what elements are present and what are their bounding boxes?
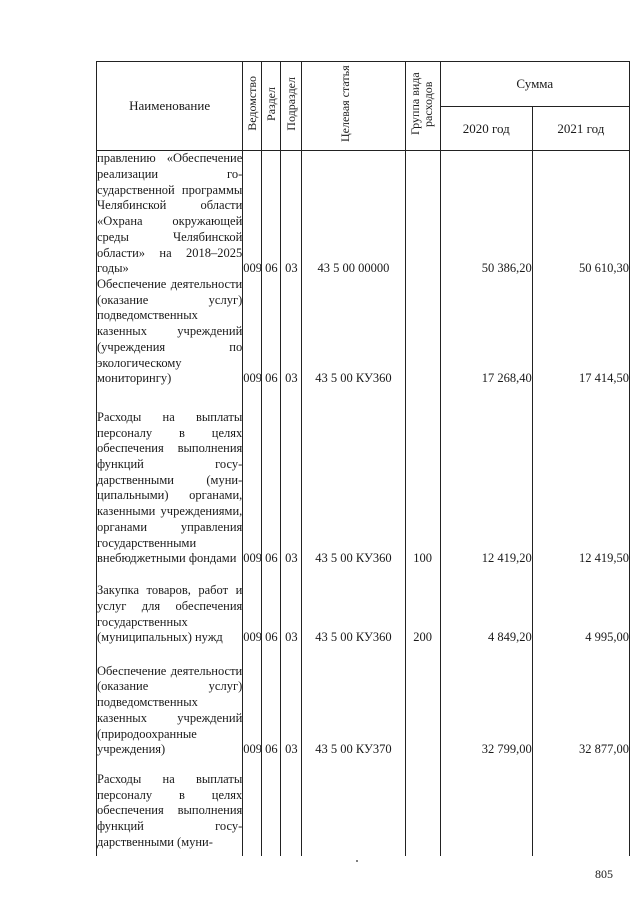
row-sum-2021: 50 610,30 (532, 151, 629, 278)
header-name: Наименование (97, 62, 243, 151)
row-subsection: 03 (281, 646, 302, 758)
row-subsection (281, 758, 302, 856)
row-sum-2020: 12 419,20 (440, 387, 532, 567)
page-number: 805 (595, 867, 613, 881)
table-row (97, 758, 630, 856)
table-row (97, 387, 630, 567)
row-sum-2020: 4 849,20 (440, 567, 532, 646)
row-sum-2020: 17 268,40 (440, 277, 532, 387)
header-expense-group: Группа вида расходов (405, 62, 440, 151)
row-target-article: 43 5 00 КУ360 (302, 277, 405, 387)
header-sum: Сумма (440, 62, 629, 107)
row-sum-2021: 12 419,50 (532, 387, 629, 567)
row-name: правлению «Обеспечение реализации государственной программы Челябинской области «Охрана окружающей среды Челябинской области» на 2018–2025 годы» (97, 151, 243, 276)
row-section: 06 (262, 277, 281, 387)
row-subsection: 03 (281, 151, 302, 278)
row-sum-2021: 4 995,00 (532, 567, 629, 646)
header-year-2021: 2021 год (532, 107, 629, 151)
row-sum-2021: 17 414,50 (532, 277, 629, 387)
row-subsection: 03 (281, 567, 302, 646)
header-target-article: Целевая статья (302, 62, 405, 151)
row-expense-group (405, 758, 440, 856)
row-sum-2020: 50 386,20 (440, 151, 532, 278)
row-department: 009 (243, 277, 262, 387)
header-year-2020: 2020 год (440, 107, 532, 151)
row-target-article: 43 5 00 КУ360 (302, 567, 405, 646)
row-sum-2020: 32 799,00 (440, 646, 532, 758)
row-subsection: 03 (281, 277, 302, 387)
row-department: 009 (243, 387, 262, 567)
row-name: Закупка товаров, работ и услуг для обеспечения государственных (муниципальных) нужд (97, 567, 243, 646)
row-sum-2021 (532, 758, 629, 856)
table-row (97, 277, 630, 387)
header-section: Раздел (262, 62, 281, 151)
row-expense-group: 200 (405, 567, 440, 646)
table-row (97, 151, 630, 278)
table-row (97, 646, 630, 758)
header-department: Ведомство (243, 62, 262, 151)
budget-table (96, 61, 630, 856)
row-department (243, 758, 262, 856)
row-target-article (302, 758, 405, 856)
row-target-article: 43 5 00 00000 (302, 151, 405, 278)
row-sum-2021: 32 877,00 (532, 646, 629, 758)
scan-dot (356, 860, 358, 862)
row-section: 06 (262, 567, 281, 646)
table-row (97, 567, 630, 646)
row-department: 009 (243, 567, 262, 646)
row-section: 06 (262, 387, 281, 567)
row-section: 06 (262, 646, 281, 758)
row-target-article: 43 5 00 КУ360 (302, 387, 405, 567)
row-section (262, 758, 281, 856)
row-name: Обеспечение деятельности (оказание услуг) подведомственных казенных учреждений (природоохранные учреждения) (97, 646, 243, 758)
row-name: Расходы на выплаты персоналу в целях обеспечения выполнения функций государственными (муниципальными) органами, казенными учреждениями, органами управления государственными внебюджетными фондами (97, 387, 243, 567)
row-sum-2020 (440, 758, 532, 856)
row-name: Расходы на выплаты персоналу в целях обеспечения выполнения функций государственными (муни- (97, 758, 243, 856)
row-subsection: 03 (281, 387, 302, 567)
row-expense-group (405, 646, 440, 758)
row-section: 06 (262, 151, 281, 278)
row-expense-group: 100 (405, 387, 440, 567)
row-target-article: 43 5 00 КУ370 (302, 646, 405, 758)
row-department: 009 (243, 151, 262, 278)
row-name: Обеспечение деятельности (оказание услуг) подведомственных казенных учреждений (учреждения по экологическому мониторингу) (97, 277, 243, 386)
header-subsection: Подраздел (281, 62, 302, 151)
row-expense-group (405, 151, 440, 278)
row-department: 009 (243, 646, 262, 758)
row-expense-group (405, 277, 440, 387)
